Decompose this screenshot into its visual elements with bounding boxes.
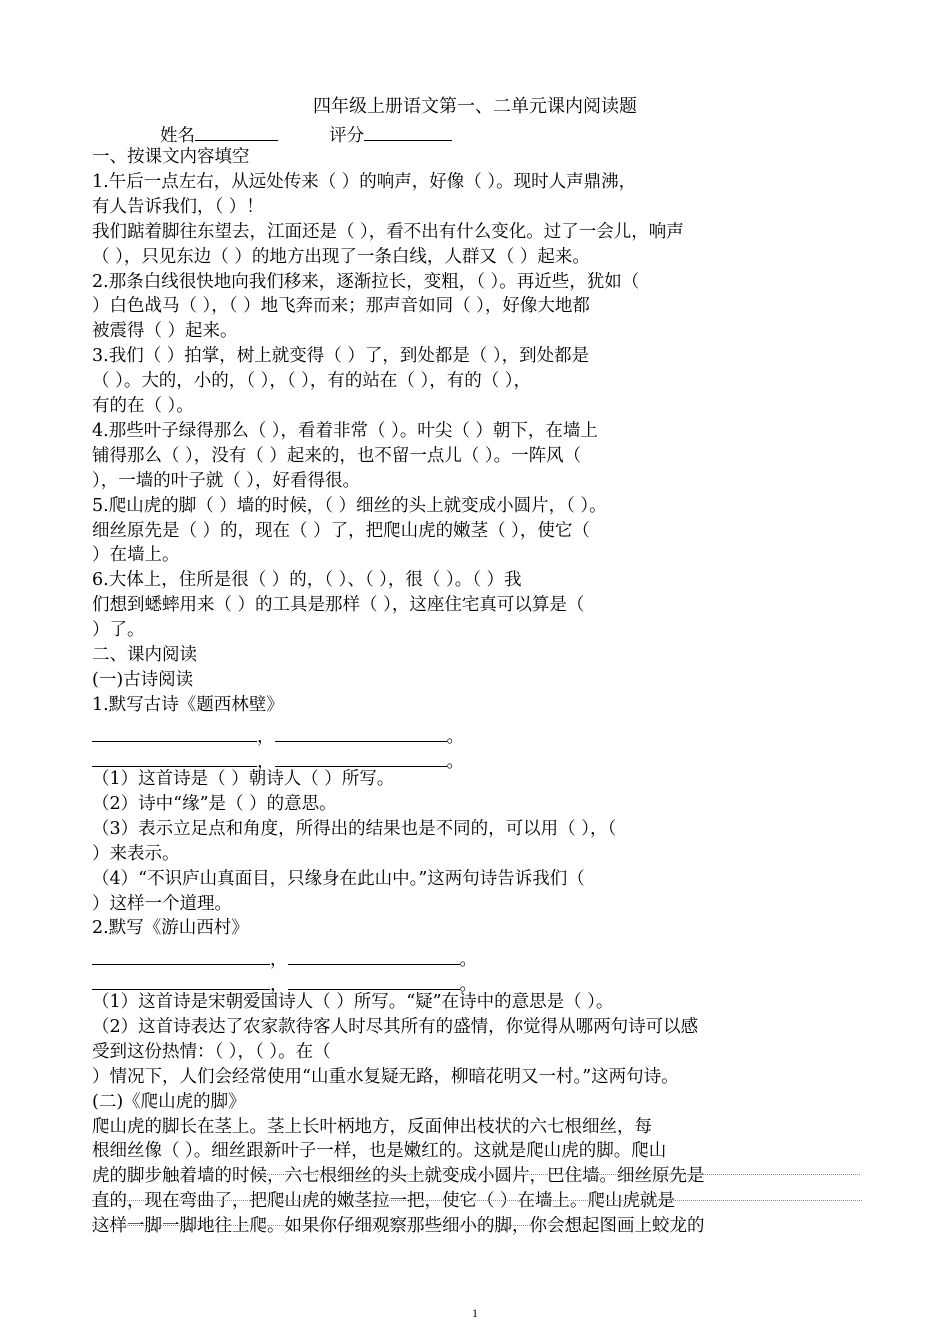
poem-answer-blank[interactable]: [288, 945, 460, 965]
name-score-row: [160, 121, 930, 148]
spellcheck-underline: [92, 1196, 862, 1201]
text-line: 一、按课文内容填空: [92, 147, 250, 167]
text-line: (一)古诗阅读: [92, 669, 194, 690]
punctuation: 。: [446, 727, 464, 747]
text-line: 1.午后一点左右，从远处传来（ ）的响声，好像（ ）。现时人声鼎沸，: [92, 171, 637, 192]
text-line: 6.大体上，住所是很（ ）的，（ ）、（ ），很（ ）。（ ）我: [92, 570, 522, 591]
reading-line: 爬山虎的脚长在茎上。茎上长叶柄地方，反面伸出枝状的六七根细丝，每: [92, 1116, 652, 1137]
poem-answer-blank[interactable]: [92, 747, 257, 767]
spellcheck-underline: [92, 1221, 532, 1226]
score-label: 评分: [329, 126, 365, 146]
reading-line: 这样一脚一脚地往上爬。如果你仔细观察那些细小的脚，你会想起图画上蛟龙的: [92, 1216, 705, 1237]
text-line: 5.爬山虎的脚（ ）墙的时候，（ ）细丝的头上就变成小圆片，（ ）。: [92, 495, 607, 516]
name-blank[interactable]: [195, 121, 278, 141]
question-line: （2）诗中“缘”是（ ）的意思。: [92, 793, 337, 814]
text-line: 们想到蟋蟀用来（ ）的工具是那样（ ），这座住宅真可以算是（: [92, 595, 585, 616]
text-line: 有人告诉我们，（ ）！: [92, 196, 264, 217]
text-line: （ ）。大的，小的，（ ），（ ），有的站在（ ），有的（ ），: [92, 371, 532, 392]
poem-answer-blank[interactable]: [92, 945, 270, 965]
punctuation: 。: [446, 751, 464, 772]
text-line: （ ），只见东边（ ）的地方出现了一条白线，人群又（ ）起来。: [92, 246, 590, 267]
text-line: ）在墙上。: [92, 545, 180, 566]
poem-answer-row: [92, 722, 862, 749]
poem-answer-row: [92, 945, 862, 972]
question-line: 2.默写《游山西村》: [92, 918, 249, 939]
text-line: ），一墙的叶子就（ ），好看得很。: [92, 470, 361, 491]
punctuation: ，: [270, 974, 288, 995]
page-number: 1: [472, 1306, 478, 1320]
text-line: 4.那些叶子绿得那么（ ），看着非常（ ）。叶尖（ ）朝下，在墙上: [92, 420, 598, 441]
text-line: 2.那条白线很快地向我们移来，逐渐拉长，变粗，（ ）。再近些，犹如（: [92, 271, 640, 292]
poem-answer-blank[interactable]: [92, 722, 257, 742]
punctuation: ，: [257, 727, 275, 747]
punctuation: 。: [459, 974, 477, 995]
question-line: （3）表示立足点和角度，所得出的结果也是不同的，可以用（ ），（: [92, 818, 617, 839]
text-line: ）白色战马（ ），（ ）地飞奔而来；那声音如同（ ），好像大地都: [92, 296, 590, 317]
text-line: 有的在（ ）。: [92, 396, 194, 416]
reading-line: ）情况下，人们会经常使用“山重水复疑无路，柳暗花明又一村。”这两句诗。: [92, 1066, 679, 1087]
question-line: ）来表示。: [92, 843, 180, 864]
reading-line: 虎的脚步触着墙的时候，六七根细丝的头上就变成小圆片，巴住墙。细丝原先是: [92, 1166, 705, 1187]
text-line: 被震得（ ）起来。: [92, 321, 238, 342]
reading-line: （1）这首诗是宋朝爱国诗人（ ）所写。“疑”在诗中的意思是（ ）。: [92, 992, 614, 1012]
name-label: 姓名: [160, 126, 195, 146]
text-line: 细丝原先是（ ）的，现在（ ）了，把爬山虎的嫩茎（ ），使它（: [92, 520, 590, 541]
reading-line: (二)《爬山虎的脚》: [92, 1091, 246, 1112]
text-line: 铺得那么（ ），没有（ ）起来的，也不留一点儿（ ）。一阵风（: [92, 445, 582, 466]
text-line: ）了。: [92, 620, 145, 641]
punctuation: 。: [459, 950, 477, 970]
punctuation: ，: [270, 950, 288, 970]
poem-answer-blank[interactable]: [92, 970, 270, 990]
question-line: （4）“不识庐山真面目，只缘身在此山中。”这两句诗告诉我们（: [92, 868, 585, 889]
question-line: （1）这首诗是（ ）朝诗人（ ）所写。: [92, 769, 395, 789]
punctuation: ，: [257, 751, 275, 772]
reading-line: 直的，现在弯曲了，把爬山虎的嫩茎拉一把，使它（ ）在墙上。爬山虎就是: [92, 1191, 676, 1212]
text-line: 1.默写古诗《题西林壁》: [92, 694, 284, 715]
poem-answer-blank[interactable]: [275, 722, 447, 742]
text-line: 我们踮着脚往东望去，江面还是（ ），看不出有什么变化。过了一会儿，响声: [92, 221, 684, 242]
poem-answer-blank[interactable]: [288, 970, 460, 990]
score-blank[interactable]: [364, 121, 452, 141]
poem-answer-blank[interactable]: [275, 747, 447, 767]
page-title: 四年级上册语文第一、二单元课内阅读题: [313, 96, 637, 117]
question-line: ）这样一个道理。: [92, 893, 232, 914]
spellcheck-underline: [250, 1170, 860, 1175]
reading-line: 根细丝像（ ）。细丝跟新叶子一样，也是嫩红的。这就是爬山虎的脚。爬山: [92, 1141, 667, 1162]
reading-line: 受到这份热情：（ ），（ ）。在（: [92, 1041, 331, 1062]
reading-line: （2）这首诗表达了农家款待客人时尽其所有的盛情，你觉得从哪两句诗可以感: [92, 1016, 699, 1037]
text-line: 二、课内阅读: [92, 645, 197, 665]
text-line: 3.我们（ ）拍掌，树上就变得（ ）了，到处都是（ ），到处都是: [92, 346, 590, 367]
